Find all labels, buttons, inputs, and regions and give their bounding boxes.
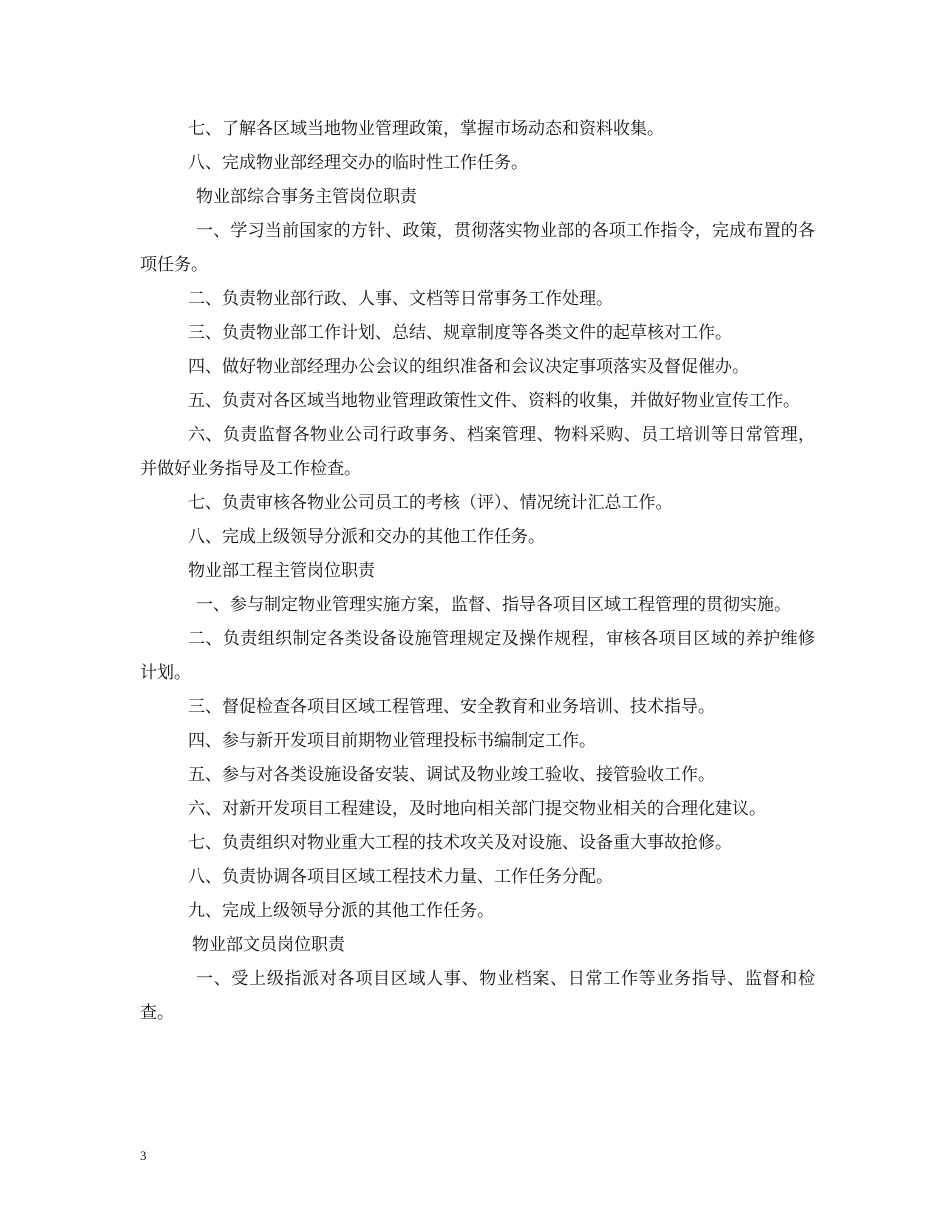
paragraph: 一、受上级指派对各项目区域人事、物业档案、日常工作等业务指导、监督和检查。 <box>140 969 815 1023</box>
paragraph: 五、参与对各类设施设备安装、调试及物业竣工验收、接管验收工作。 <box>188 765 715 785</box>
paragraph: 七、负责组织对物业重大工程的技术攻关及对设施、设备重大事故抢修。 <box>188 833 732 853</box>
paragraph: 七、负责审核各物业公司员工的考核（评）、情况统计汇总工作。 <box>188 493 673 513</box>
paragraph: 二、负责组织制定各类设备设施管理规定及操作规程，审核各项目区域的养护维修计划。 <box>140 629 815 683</box>
section-heading: 物业部工程主管岗位职责 <box>188 561 375 581</box>
paragraph: 二、负责物业部行政、人事、文档等日常事务工作处理。 <box>188 289 613 309</box>
section-heading: 物业部文员岗位职责 <box>192 935 345 955</box>
paragraph: 一、学习当前国家的方针、政策，贯彻落实物业部的各项工作指令，完成布置的各项任务。 <box>140 221 815 275</box>
paragraph: 七、了解各区域当地物业管理政策，掌握市场动态和资料收集。 <box>188 119 664 139</box>
paragraph: 六、负责监督各物业公司行政事务、档案管理、物料采购、员工培训等日常管理，并做好业务指导及工作检查。 <box>140 425 815 479</box>
paragraph: 六、对新开发项目工程建设，及时地向相关部门提交物业相关的合理化建议。 <box>188 799 766 819</box>
paragraph: 三、督促检查各项目区域工程管理、安全教育和业务培训、技术指导。 <box>188 697 715 717</box>
paragraph: 九、完成上级领导分派的其他工作任务。 <box>188 901 494 921</box>
paragraph: 一、参与制定物业管理实施方案，监督、指导各项目区域工程管理的贯彻实施。 <box>196 595 791 615</box>
paragraph: 八、完成上级领导分派和交办的其他工作任务。 <box>188 527 545 547</box>
paragraph: 八、完成物业部经理交办的临时性工作任务。 <box>188 153 528 173</box>
section-heading: 物业部综合事务主管岗位职责 <box>196 187 417 207</box>
document-body <box>140 112 815 1030</box>
paragraph: 三、负责物业部工作计划、总结、规章制度等各类文件的起草核对工作。 <box>188 323 732 343</box>
paragraph: 五、负责对各区域当地物业管理政策性文件、资料的收集，并做好物业宣传工作。 <box>188 391 800 411</box>
page-number: 3 <box>140 1148 147 1163</box>
paragraph: 四、参与新开发项目前期物业管理投标书编制定工作。 <box>188 731 596 751</box>
paragraph: 四、做好物业部经理办公会议的组织准备和会议决定事项落实及督促催办。 <box>188 357 749 377</box>
paragraph: 八、负责协调各项目区域工程技术力量、工作任务分配。 <box>188 867 613 887</box>
